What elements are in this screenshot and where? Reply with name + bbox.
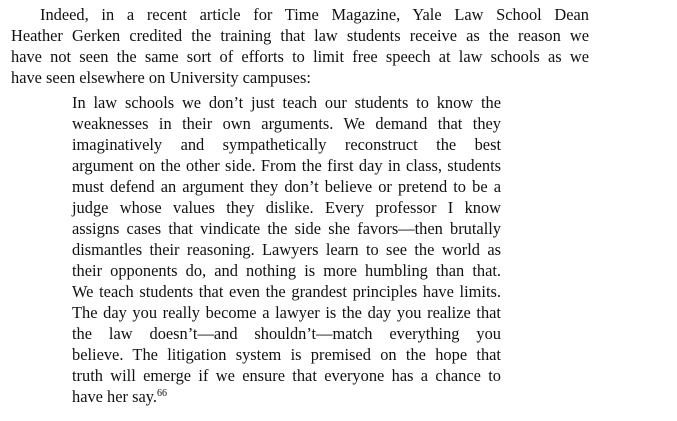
- quote-line: truth will emerge if we ensure that everyone has a chance to: [72, 366, 501, 385]
- quote-line: judge whose values they dislike. Every professor I know: [72, 198, 501, 217]
- intro-line: have seen elsewhere on University campuses:: [11, 68, 311, 87]
- footnote-marker[interactable]: 66: [156, 388, 167, 399]
- quote-line: In law schools we don’t just teach our students to know the: [72, 93, 501, 112]
- quote-line-text: have her say.: [72, 387, 157, 406]
- intro-line: have not seen the same sort of efforts to limit free speech at law schools as we: [11, 47, 589, 66]
- quote-line: imaginatively and sympathetically reconstruct the best: [72, 135, 501, 154]
- quote-line: argument on the other side. From the first day in class, students: [72, 156, 501, 175]
- quote-line: assigns cases that vindicate the side she favors—then brutally: [72, 219, 501, 238]
- quote-line: We teach students that even the grandest principles have limits.: [72, 282, 501, 301]
- intro-line: Heather Gerken credited the training that law students receive as the reason we: [11, 26, 589, 45]
- quote-line: dismantles their reasoning. Lawyers learn to see the world as: [72, 240, 501, 259]
- quote-line: the law doesn’t—and shouldn’t—match everything you: [72, 324, 501, 343]
- intro-line: Indeed, in a recent article for Time Magazine, Yale Law School Dean: [40, 5, 589, 24]
- quote-line: must defend an argument they don’t believe or pretend to be a: [72, 177, 501, 196]
- quote-line: believe. The litigation system is premised on the hope that: [72, 345, 501, 364]
- quote-last-line: [72, 386, 501, 407]
- quote-line: weaknesses in their own arguments. We demand that they: [72, 114, 501, 133]
- quote-line: The day you really become a lawyer is the day you realize that: [72, 303, 501, 322]
- quote-line: their opponents do, and nothing is more humbling than that.: [72, 261, 501, 280]
